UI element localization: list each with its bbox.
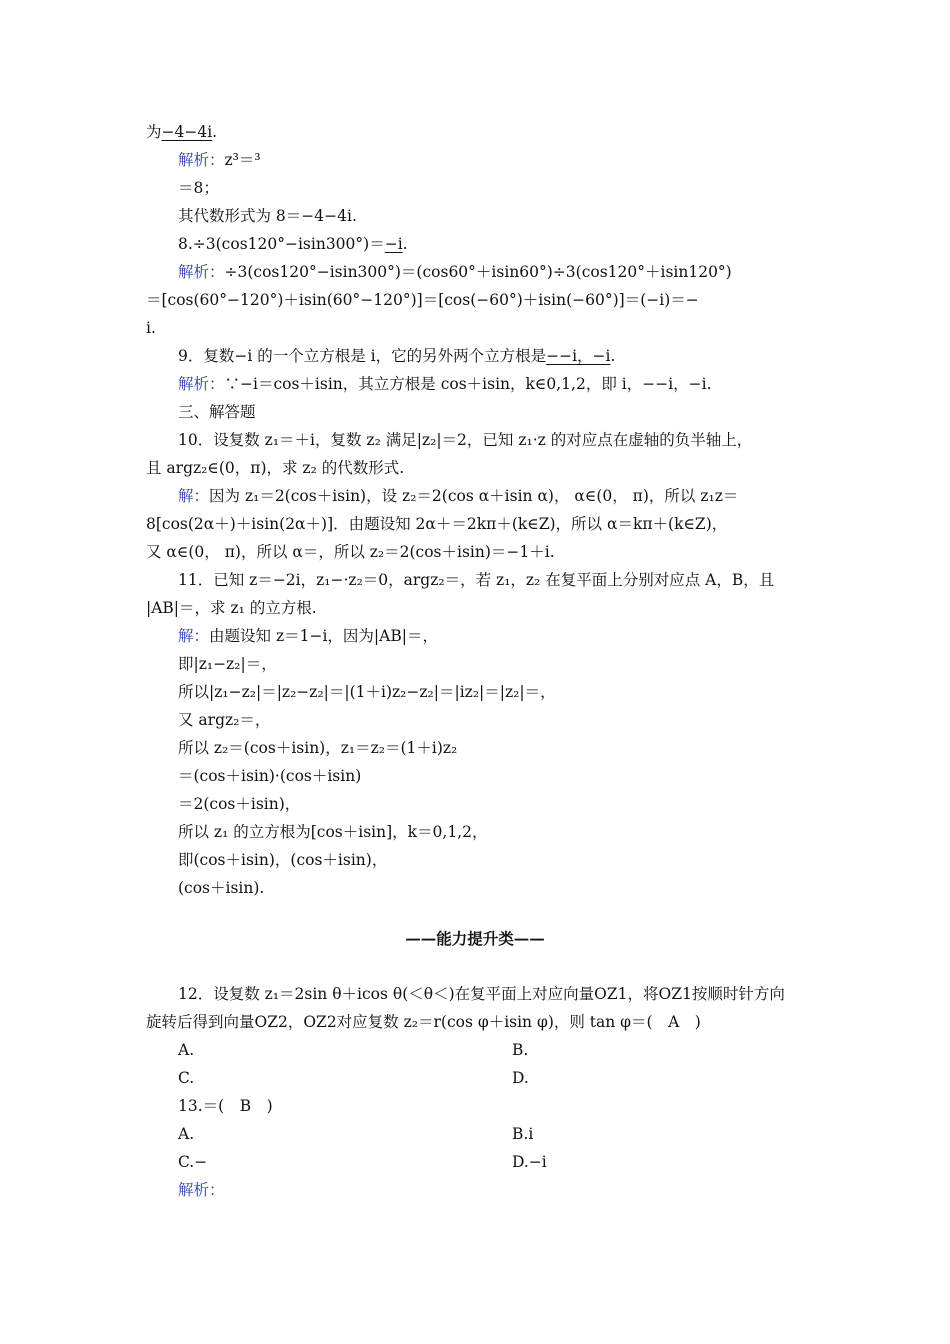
section-heading: ——能力提升类——	[405, 929, 545, 948]
q12-option-a: A.	[178, 1041, 195, 1059]
q12-option-b: B.	[512, 1041, 529, 1059]
line-text: ＝2(cos＋isin)，	[178, 795, 301, 813]
text-line	[178, 765, 361, 787]
q13-option-c: C.−	[178, 1153, 208, 1171]
text-line	[178, 177, 219, 199]
text-line	[146, 121, 217, 143]
underlined-answer: −i	[384, 235, 403, 253]
line-text: 所以 z₂＝(cos＋isin)，z₁＝z₂＝(1＋i)z₂	[178, 739, 458, 757]
line-suffix: .	[610, 347, 616, 365]
text-line	[178, 401, 256, 423]
text-line	[146, 289, 699, 311]
text-line	[178, 653, 277, 675]
text-line	[178, 709, 270, 731]
text-line	[146, 513, 727, 535]
underlined-answer: −−i，−i	[546, 347, 611, 365]
line-text: ÷3(cos120°−isin300°)＝(cos60°＋isin60°)÷3(cos120°＋isin120°)	[224, 263, 732, 281]
line-suffix: .	[402, 235, 408, 253]
line-text: 且 argz₂∈(0，π)，求 z₂ 的代数形式.	[146, 459, 405, 477]
analysis-label: 解析：	[178, 375, 225, 393]
line-prefix: 为	[146, 123, 162, 141]
line-text: 又 argz₂＝，	[178, 711, 271, 729]
line-text: ＝[cos(60°−120°)＋isin(60°−120°)]＝[cos(−60°)＋isin(−60°)]＝(−i)＝−	[146, 291, 699, 309]
line-text: 又 α∈(0， π)，所以 α＝，所以 z₂＝2(cos＋isin)＝−1＋i.	[146, 543, 555, 561]
line-text: ＝(cos＋isin)·(cos＋isin)	[178, 767, 362, 785]
text-line	[178, 569, 774, 591]
text-line	[146, 597, 317, 619]
text-line	[178, 261, 732, 283]
line-text: 8[cos(2α＋)＋isin(2α＋)]．由题设知 2α＋＝2kπ＋(k∈Z)，所以 α＝kπ＋(k∈Z)，	[146, 515, 728, 533]
line-text: ＝8；	[178, 179, 219, 197]
text-line	[178, 149, 261, 171]
text-line	[146, 457, 404, 479]
analysis-label: 解析：	[178, 263, 225, 281]
q12-line2: 旋转后得到向量OZ2，OZ2对应复数 z₂＝r(cos φ＋isin φ)，则 tan φ＝( A )	[146, 1013, 701, 1031]
line-prefix: 8.÷3(cos120°−isin300°)＝	[178, 235, 385, 253]
analysis-label: 解析：	[178, 151, 225, 169]
q12-option-d: D.	[512, 1069, 529, 1087]
analysis-label: 解：	[178, 627, 210, 645]
line-text: 11．已知 z＝−2i，z₁−·z₂＝0，argz₂＝，若 z₁，z₂ 在复平面上分别对应点 A，B，且	[178, 571, 775, 589]
text-line	[178, 205, 357, 227]
line-text: 10．设复数 z₁＝＋i，复数 z₂ 满足|z₂|＝2，已知 z₁·z 的对应点在虚轴的负半轴上，	[178, 431, 753, 449]
text-line	[178, 373, 712, 395]
q13-option-d: D.−i	[512, 1153, 547, 1171]
line-text: 由题设知 z＝1−i，因为|AB|＝，	[209, 627, 438, 645]
q13-option-b: B.i	[512, 1125, 534, 1143]
text-line	[146, 317, 156, 339]
line-prefix: 9．复数−i 的一个立方根是 i，它的另外两个立方根是	[178, 347, 547, 365]
underlined-answer: −4−4i	[161, 123, 213, 141]
text-line	[178, 345, 615, 367]
line-text: ∵−i＝cos＋isin，其立方根是 cos＋isin，k∈0,1,2，即 i，−−i，−i.	[224, 375, 712, 393]
line-text: 即|z₁−z₂|＝，	[178, 655, 277, 673]
line-text: 所以|z₁−z₂|＝|z₂−z₂|＝|(1＋i)z₂−z₂|＝|iz₂|＝|z₂|＝，	[178, 683, 556, 701]
line-text: 三、解答题	[178, 403, 256, 421]
text-line	[178, 737, 457, 759]
line-text: i.	[146, 319, 156, 337]
text-line	[146, 541, 555, 563]
q13-stem: 13.＝( B )	[178, 1097, 273, 1115]
q13-analysis-label: 解析：	[178, 1181, 225, 1199]
line-text: z³＝³	[224, 151, 261, 169]
line-suffix: .	[212, 123, 218, 141]
q13-option-a: A.	[178, 1125, 195, 1143]
q12-line1: 12．设复数 z₁＝2sin θ＋icos θ(＜θ＜)在复平面上对应向量OZ1，将OZ1按顺时针方向	[178, 985, 785, 1003]
line-text: (cos＋isin).	[178, 879, 265, 897]
text-line	[178, 849, 387, 871]
line-text: 因为 z₁＝2(cos＋isin)，设 z₂＝2(cos α＋isin α)， α∈(0， π)，所以 z₁z＝	[209, 487, 739, 505]
line-text: |AB|＝，求 z₁ 的立方根.	[146, 599, 317, 617]
text-line	[178, 429, 752, 451]
line-text: 所以 z₁ 的立方根为[cos＋isin]，k＝0,1,2，	[178, 823, 488, 841]
text-line	[178, 821, 487, 843]
text-line	[178, 233, 408, 255]
text-line	[178, 877, 264, 899]
analysis-label: 解：	[178, 487, 210, 505]
q12-option-c: C.	[178, 1069, 195, 1087]
text-line	[178, 681, 556, 703]
text-line	[178, 625, 438, 647]
text-line	[178, 793, 300, 815]
line-text: 即(cos＋isin)，(cos＋isin)，	[178, 851, 388, 869]
line-text: 其代数形式为 8＝−4−4i.	[178, 207, 357, 225]
text-line	[178, 485, 738, 507]
